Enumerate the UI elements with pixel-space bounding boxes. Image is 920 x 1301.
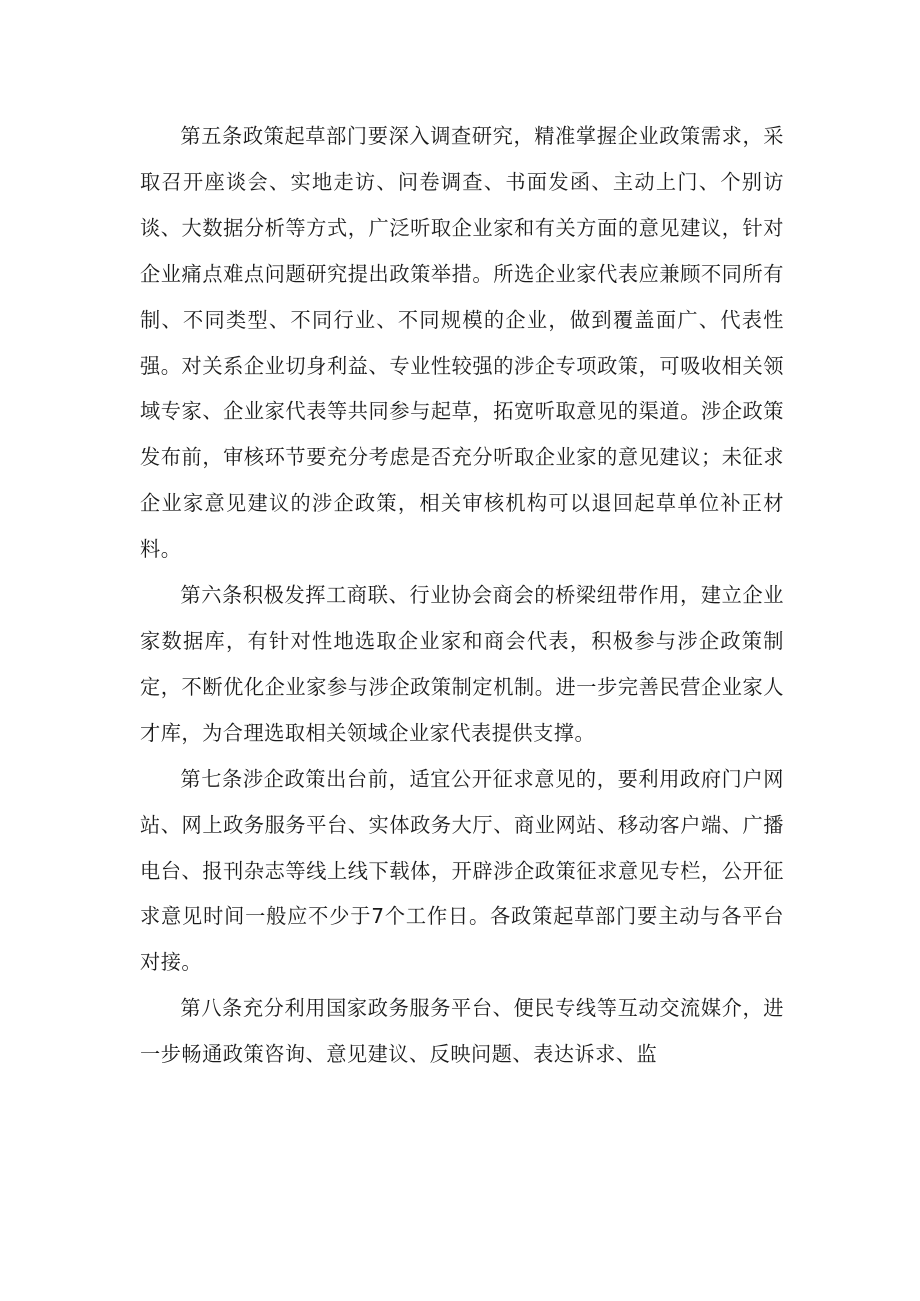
paragraph-article-8: 第八条充分利用国家政务服务平台、便民专线等互动交流媒介，进一步畅通政策咨询、意见建议、反映问题、表达诉求、监	[140, 996, 784, 1067]
document-body	[140, 114, 784, 1078]
paragraph-article-5: 第五条政策起草部门要深入调查研究，精准掌握企业政策需求，采取召开座谈会、实地走访、问卷调查、书面发函、主动上门、个别访谈、大数据分析等方式，广泛听取企业家和有关方面的意见建议，针对企业痛点难点问题研究提出政策举措。所选企业家代表应兼顾不同所有制、不同类型、不同行业、不同规模的企业，做到覆盖面广、代表性强。对关系企业切身利益、专业性较强的涉企专项政策，可吸收相关领域专家、企业家代表等共同参与起草，拓宽听取意见的渠道。涉企政策发布前，审核环节要充分考虑是否充分听取企业家的意见建议；未征求企业家意见建议的涉企政策，相关审核机构可以退回起草单位补正材料。	[140, 124, 784, 562]
paragraph-article-7: 第七条涉企政策出台前，适宜公开征求意见的，要利用政府门户网站、网上政务服务平台、实体政务大厅、商业网站、移动客户端、广播电台、报刊杂志等线上线下载体，开辟涉企政策征求意见专栏，公开征求意见时间一般应不少于7个工作日。各政策起草部门要主动与各平台对接。	[140, 766, 784, 975]
paragraph-article-6: 第六条积极发挥工商联、行业协会商会的桥梁纽带作用，建立企业家数据库，有针对性地选取企业家和商会代表，积极参与涉企政策制定，不断优化企业家参与涉企政策制定机制。进一步完善民营企业家人才库，为合理选取相关领域企业家代表提供支撑。	[140, 583, 784, 745]
